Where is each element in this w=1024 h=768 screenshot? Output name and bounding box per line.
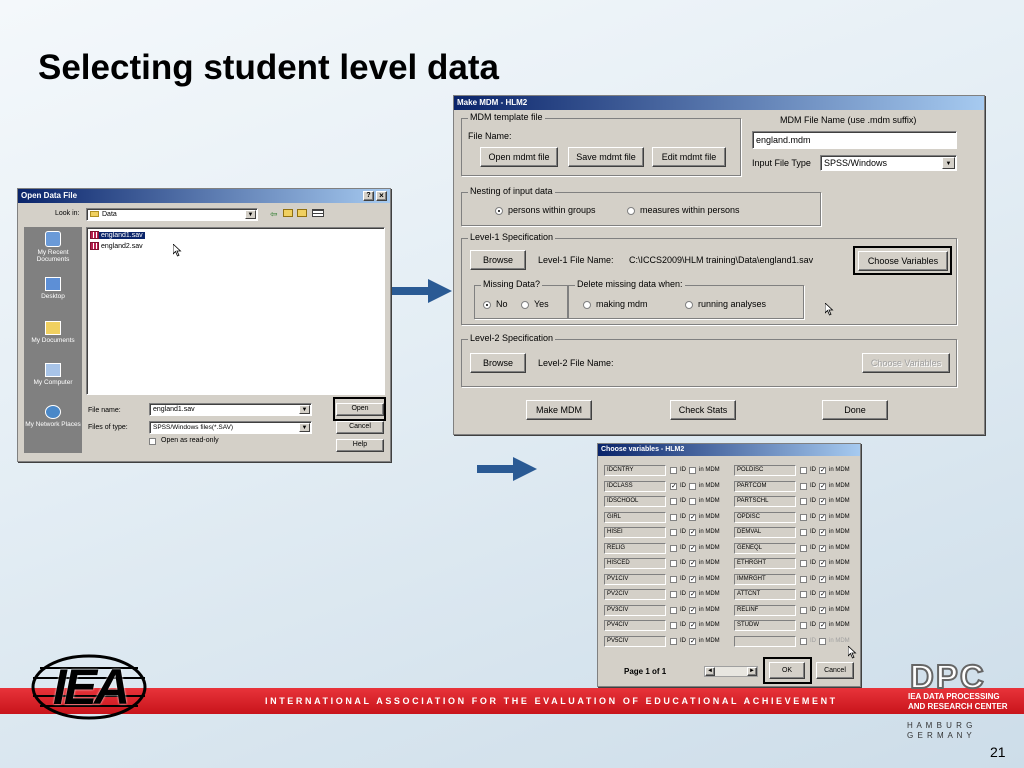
in-mdm-label: in MDM (829, 513, 850, 520)
variable-name: ETHRGHT (734, 558, 796, 569)
id-checkbox[interactable] (800, 483, 807, 490)
id-checkbox[interactable] (800, 529, 807, 536)
id-checkbox[interactable] (800, 591, 807, 598)
variable-name: IDCLASS (604, 481, 666, 492)
in-mdm-checkbox[interactable] (689, 483, 696, 490)
level2-legend: Level-2 Specification (470, 333, 554, 343)
in-mdm-checkbox[interactable]: ✓ (690, 513, 696, 521)
dpc-subtitle-1: IEA DATA PROCESSING (908, 692, 1000, 701)
variable-name: RELINF (734, 605, 796, 616)
in-mdm-checkbox[interactable] (689, 498, 696, 505)
id-label: ID (680, 622, 686, 628)
in-mdm-label: in MDM (699, 467, 720, 473)
in-mdm-label: in MDM (829, 637, 850, 644)
variable-name: PV3CIV (604, 605, 666, 616)
in-mdm-label: in MDM (699, 529, 720, 535)
id-checkbox[interactable] (670, 576, 677, 583)
id-label: ID (810, 606, 816, 613)
file-name: england1.sav (101, 231, 143, 239)
in-mdm-checkbox[interactable]: ✓ (690, 591, 696, 598)
delete-missing-legend: Delete missing data when: (577, 279, 683, 289)
check-stats-button[interactable]: Check Stats (670, 400, 736, 420)
place-network-label: My Network Places (25, 421, 81, 428)
chevron-down-icon: ▼ (299, 405, 310, 414)
id-checkbox[interactable] (670, 545, 677, 552)
variable-name: IMMRGHT (734, 574, 796, 585)
id-label: ID (810, 482, 816, 489)
file-name-input[interactable] (149, 403, 312, 416)
look-in-label: Look in: (55, 210, 80, 217)
level2-fieldset (461, 333, 957, 387)
page-scrollbar[interactable] (704, 666, 758, 677)
iea-logo-text: IEA (52, 659, 128, 715)
id-checkbox[interactable] (800, 576, 807, 583)
variable-name: PV4CIV (604, 620, 666, 631)
template-legend: MDM template file (470, 112, 543, 122)
id-label: ID (680, 544, 686, 551)
id-label: ID (810, 622, 816, 628)
place-computer-label: My Computer (33, 379, 73, 386)
id-checkbox[interactable] (800, 638, 807, 645)
in-mdm-checkbox[interactable]: ✓ (820, 529, 826, 536)
missing-data-fieldset (474, 279, 568, 319)
nesting-legend: Nesting of input data (470, 186, 553, 196)
mdm-file-name-label: MDM File Name (use .mdm suffix) (780, 115, 917, 125)
variable-name: PARTCOM (734, 481, 796, 492)
dpc-logo (904, 658, 1008, 712)
input-file-type-select[interactable] (820, 155, 957, 171)
open-mdmt-button[interactable]: Open mdmt file (480, 147, 558, 167)
missing-yes-label: Yes (534, 299, 549, 309)
in-mdm-checkbox[interactable]: ✓ (820, 498, 826, 505)
network-places-icon (45, 405, 61, 419)
in-mdm-checkbox[interactable]: ✓ (820, 544, 826, 552)
new-folder-icon[interactable] (297, 209, 307, 217)
id-label: ID (680, 560, 686, 566)
in-mdm-checkbox[interactable]: ✓ (820, 482, 826, 490)
variable-name: ATTCNT (734, 589, 796, 600)
delete-running-analyses-label: running analyses (698, 299, 767, 309)
in-mdm-label: in MDM (699, 513, 720, 520)
persons-within-groups-label: persons within groups (508, 205, 596, 215)
look-in-value: Data (102, 211, 117, 218)
edit-mdmt-button[interactable]: Edit mdmt file (652, 147, 726, 167)
level1-browse-button[interactable]: Browse (470, 250, 526, 270)
dialog-titlebar (18, 189, 390, 203)
variable-name: STUDW (734, 620, 796, 631)
variable-name: HISCED (604, 558, 666, 569)
place-computer[interactable] (24, 363, 82, 395)
id-label: ID (810, 498, 816, 504)
delete-making-mdm-radio[interactable] (583, 301, 591, 309)
id-label: ID (680, 467, 686, 473)
help-title-button[interactable]: ? (363, 191, 374, 201)
variable-name: DEMVAL (734, 527, 796, 538)
folder-icon (90, 211, 99, 217)
in-mdm-label: in MDM (829, 575, 850, 582)
id-label: ID (810, 529, 816, 535)
files-of-type-value: SPSS/Windows files(*.SAV) (153, 424, 234, 431)
level1-fieldset (461, 232, 957, 325)
make-mdm-button[interactable]: Make MDM (526, 400, 592, 420)
in-mdm-checkbox[interactable]: ✓ (690, 560, 696, 567)
id-label: ID (810, 544, 816, 551)
city-text: H A M B U R G (907, 721, 974, 730)
iea-logo (30, 654, 148, 720)
id-label: ID (680, 529, 686, 535)
mouse-cursor-icon (173, 244, 182, 257)
level1-choose-variables-button[interactable]: Choose Variables (858, 251, 948, 271)
in-mdm-label: in MDM (699, 498, 720, 504)
page-number: 21 (990, 744, 1006, 760)
id-checkbox[interactable] (800, 607, 807, 614)
id-label: ID (680, 498, 686, 504)
file-name-label: File name: (88, 407, 121, 414)
level2-choose-variables-button[interactable]: Choose Variables (862, 353, 950, 373)
in-mdm-checkbox[interactable] (819, 638, 826, 645)
id-label: ID (680, 513, 686, 520)
level1-file-name-label: Level-1 File Name: (538, 255, 614, 265)
persons-within-groups-radio[interactable] (495, 207, 503, 215)
in-mdm-label: in MDM (829, 467, 850, 473)
in-mdm-label: in MDM (829, 622, 850, 628)
id-checkbox[interactable] (800, 514, 807, 521)
id-label: ID (810, 467, 816, 473)
mdm-file-name-input[interactable]: england.mdm (752, 131, 957, 149)
id-checkbox[interactable] (800, 498, 807, 505)
in-mdm-checkbox[interactable]: ✓ (820, 560, 826, 567)
missing-no-radio[interactable] (483, 301, 491, 309)
level2-browse-button[interactable]: Browse (470, 353, 526, 373)
in-mdm-checkbox[interactable]: ✓ (690, 544, 696, 552)
in-mdm-label: in MDM (699, 560, 720, 566)
done-button[interactable]: Done (822, 400, 888, 420)
id-label: ID (810, 575, 816, 582)
measures-within-persons-label: measures within persons (640, 205, 740, 215)
id-label: ID (680, 575, 686, 582)
place-documents[interactable] (24, 321, 82, 353)
id-checkbox[interactable] (670, 607, 677, 614)
nesting-fieldset (461, 186, 821, 226)
delete-missing-fieldset (568, 279, 804, 319)
id-label: ID (680, 637, 686, 644)
variable-name: IDSCHOOL (604, 496, 666, 507)
choose-variables-highlight (853, 246, 952, 275)
in-mdm-label: in MDM (829, 529, 850, 535)
view-menu-icon[interactable] (312, 209, 324, 217)
in-mdm-label: in MDM (829, 544, 850, 551)
in-mdm-checkbox[interactable]: ✓ (690, 622, 696, 629)
in-mdm-checkbox[interactable]: ✓ (820, 606, 826, 614)
mouse-cursor-icon (825, 303, 834, 316)
mdm-titlebar (454, 96, 984, 110)
id-label: ID (680, 591, 686, 597)
level2-file-name-label: Level-2 File Name: (538, 358, 614, 368)
level1-legend: Level-1 Specification (470, 232, 554, 242)
back-icon[interactable]: ⇦ (270, 209, 278, 219)
dpc-subtitle-2: AND RESEARCH CENTER (908, 702, 1008, 711)
my-documents-icon (45, 321, 61, 335)
id-checkbox[interactable] (670, 498, 677, 505)
variable-name: PV1CIV (604, 574, 666, 585)
id-label: ID (680, 482, 686, 489)
in-mdm-label: in MDM (699, 482, 720, 489)
id-label: ID (810, 591, 816, 597)
choose-title: Choose variables - HLM2 (601, 446, 685, 453)
up-folder-icon[interactable] (283, 209, 293, 217)
arrow-right-icon (477, 455, 539, 483)
place-documents-label: My Documents (31, 337, 75, 344)
id-checkbox[interactable] (800, 560, 807, 567)
id-checkbox[interactable] (800, 622, 807, 629)
choose-variables-dialog (597, 443, 861, 687)
read-only-checkbox[interactable] (149, 438, 156, 445)
spreadsheet-icon (90, 231, 99, 239)
variable-name: PV2CIV (604, 589, 666, 600)
id-label: ID (810, 637, 816, 644)
missing-data-legend: Missing Data? (483, 279, 541, 289)
id-checkbox[interactable] (670, 622, 677, 629)
template-fieldset (461, 112, 741, 176)
id-checkbox[interactable] (670, 560, 677, 567)
id-checkbox[interactable] (800, 467, 807, 474)
id-checkbox[interactable] (670, 467, 677, 474)
in-mdm-checkbox[interactable]: ✓ (820, 575, 826, 583)
chevron-down-icon: ▼ (942, 157, 955, 169)
measures-within-persons-radio[interactable] (627, 207, 635, 215)
place-desktop-label: Desktop (41, 293, 65, 300)
in-mdm-checkbox[interactable]: ✓ (820, 467, 826, 474)
in-mdm-label: in MDM (829, 606, 850, 613)
variable-name: POLDISC (734, 465, 796, 476)
id-checkbox[interactable] (800, 545, 807, 552)
id-checkbox[interactable] (670, 638, 677, 645)
place-network[interactable] (24, 405, 82, 445)
choose-cancel-button[interactable]: Cancel (816, 662, 854, 679)
arrow-right-icon (392, 277, 454, 305)
close-title-button[interactable]: × (376, 191, 387, 201)
in-mdm-checkbox[interactable]: ✓ (690, 575, 696, 583)
in-mdm-checkbox[interactable] (689, 467, 696, 474)
in-mdm-checkbox[interactable]: ✓ (820, 591, 826, 598)
in-mdm-label: in MDM (699, 544, 720, 551)
save-mdmt-button[interactable]: Save mdmt file (568, 147, 644, 167)
ok-button-highlight (763, 657, 812, 684)
variable-name: PV5CIV (604, 636, 666, 647)
in-mdm-label: in MDM (699, 622, 720, 628)
in-mdm-label: in MDM (829, 560, 850, 566)
id-checkbox[interactable] (670, 529, 677, 536)
in-mdm-label: in MDM (829, 591, 850, 597)
spreadsheet-icon (90, 242, 99, 250)
file-name-value: england1.sav (153, 406, 195, 413)
files-of-type-label: Files of type: (88, 424, 128, 431)
page-indicator: Page 1 of 1 (624, 667, 667, 676)
mdm-title: Make MDM - HLM2 (457, 98, 528, 107)
file-item[interactable] (90, 242, 145, 252)
delete-running-analyses-radio[interactable] (685, 301, 693, 309)
id-label: ID (810, 560, 816, 566)
footer-bar (0, 688, 1024, 714)
footer-text: INTERNATIONAL ASSOCIATION FOR THE EVALUATION OF EDUCATIONAL ACHIEVEMENT (265, 696, 838, 706)
id-checkbox[interactable]: ✓ (671, 482, 677, 490)
chevron-down-icon: ▼ (299, 423, 310, 432)
id-checkbox[interactable] (670, 591, 677, 598)
in-mdm-label: in MDM (699, 591, 720, 597)
ok-button[interactable]: OK (769, 662, 805, 679)
input-file-type-label: Input File Type (752, 158, 811, 168)
variable-name: HISEI (604, 527, 666, 538)
level1-file-name-value: C:\ICCS2009\HLM training\Data\england1.sav (629, 255, 814, 265)
in-mdm-checkbox[interactable]: ✓ (690, 529, 696, 536)
place-recent-label: My Recent Documents (36, 249, 70, 263)
desktop-icon (45, 277, 61, 291)
in-mdm-checkbox[interactable]: ✓ (820, 513, 826, 521)
variable-name: GENEQL (734, 543, 796, 554)
in-mdm-checkbox[interactable]: ✓ (690, 606, 696, 614)
dialog-title: Open Data File (21, 191, 78, 200)
cancel-button[interactable]: Cancel (336, 421, 384, 434)
open-button-highlight (333, 397, 386, 421)
missing-no-label: No (496, 299, 508, 309)
id-label: ID (810, 513, 816, 520)
input-file-type-value: SPSS/Windows (824, 158, 888, 168)
files-of-type-select[interactable] (149, 421, 312, 434)
chevron-down-icon: ▼ (245, 210, 256, 219)
in-mdm-label: in MDM (699, 606, 720, 613)
in-mdm-label: in MDM (829, 482, 850, 489)
choose-titlebar (598, 444, 860, 456)
variable-name: OPDISC (734, 512, 796, 523)
scroll-right-button[interactable]: ► (747, 667, 757, 676)
place-recent[interactable] (24, 231, 82, 271)
slide-title: Selecting student level data (38, 48, 499, 87)
variable-name: IDCNTRY (604, 465, 666, 476)
missing-yes-radio[interactable] (521, 301, 529, 309)
in-mdm-label: in MDM (829, 498, 850, 504)
variable-name: GIRL (604, 512, 666, 523)
in-mdm-checkbox[interactable]: ✓ (690, 637, 696, 645)
open-data-file-dialog (17, 188, 391, 462)
file-list[interactable] (86, 227, 385, 395)
file-item[interactable] (90, 231, 145, 241)
open-button[interactable]: Open (336, 403, 384, 416)
variable-name: RELIG (604, 543, 666, 554)
place-desktop[interactable] (24, 277, 82, 309)
recent-documents-icon (45, 231, 61, 247)
variable-name: PARTSCHL (734, 496, 796, 507)
in-mdm-label: in MDM (699, 637, 720, 644)
in-mdm-label: in MDM (699, 575, 720, 582)
variable-name (734, 636, 796, 647)
mouse-cursor-icon (848, 646, 857, 659)
id-label: ID (680, 606, 686, 613)
my-computer-icon (45, 363, 61, 377)
id-checkbox[interactable] (670, 514, 677, 521)
country-text: G E R M A N Y (907, 731, 973, 740)
look-in-select[interactable] (86, 208, 258, 221)
help-button[interactable]: Help (336, 439, 384, 452)
file-name: england2.sav (101, 242, 143, 250)
delete-making-mdm-label: making mdm (596, 299, 648, 309)
places-bar (24, 227, 82, 453)
scroll-left-button[interactable]: ◄ (705, 667, 715, 676)
template-file-name-label: File Name: (468, 131, 512, 141)
make-mdm-dialog (453, 95, 985, 435)
dpc-logo-text: DPC (910, 658, 986, 695)
read-only-label: Open as read-only (161, 437, 219, 444)
in-mdm-checkbox[interactable]: ✓ (820, 622, 826, 629)
